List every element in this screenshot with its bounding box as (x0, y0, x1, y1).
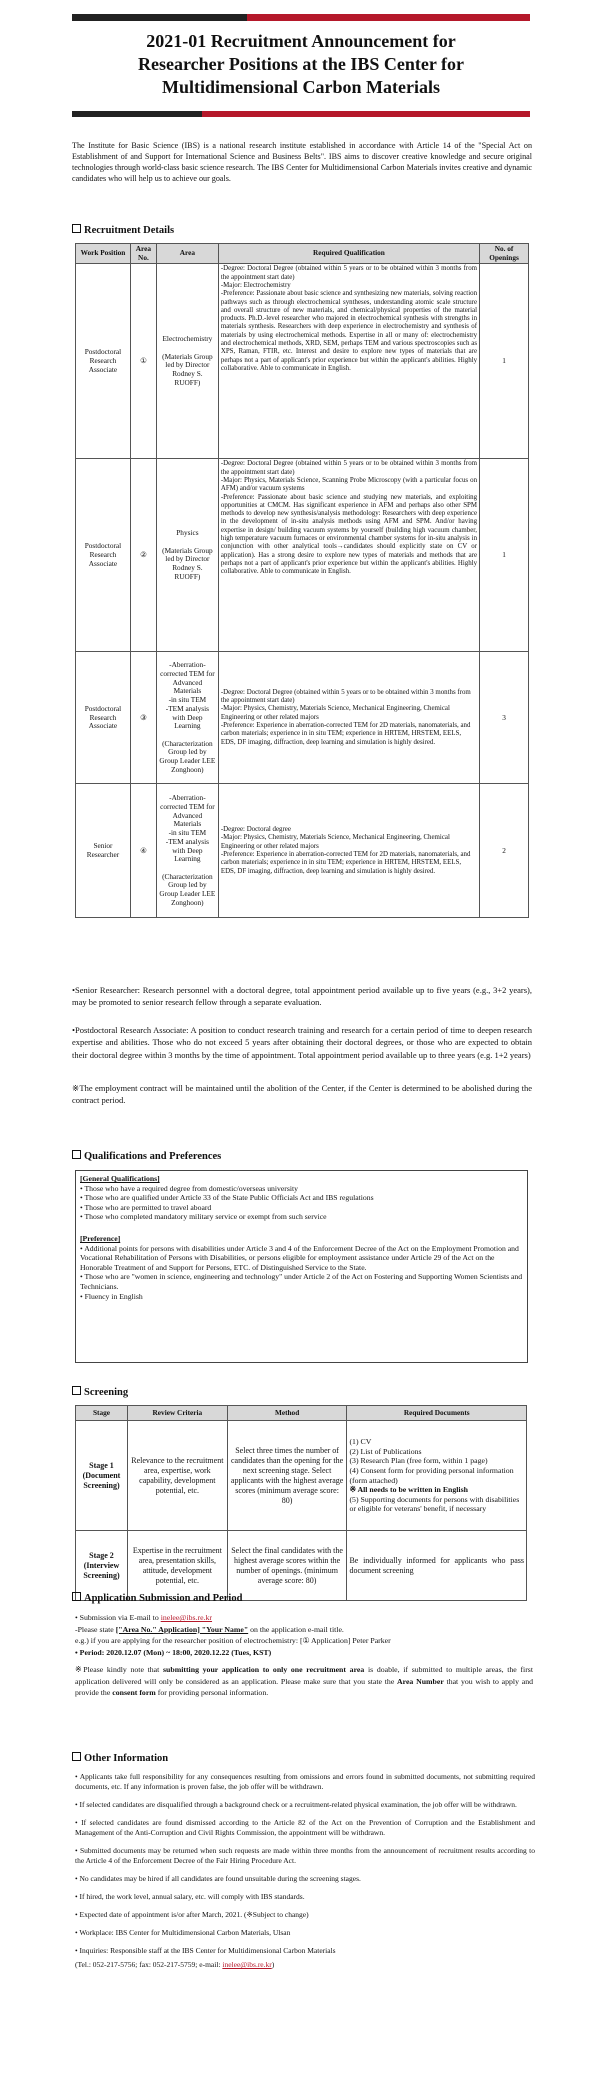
other-item: • Submitted documents may be returned when such requests are made within three months from the announcement of recruitment results according to the Article 4 of the Enforcement Decree of the Fair Hiring Procedure Act. (75, 1846, 535, 1865)
qualifications-heading: Qualifications and Preferences (72, 1150, 221, 1162)
col-header: Method (227, 1406, 347, 1421)
application-heading: Application Submission and Period (72, 1592, 242, 1604)
openings: 3 (480, 652, 529, 784)
col-header: Required Qualification (218, 244, 479, 264)
col-header: Area (156, 244, 218, 264)
stage-2-documents: Be individually informed for applicants who pass document screening (347, 1531, 527, 1601)
required-qualification: -Degree: Doctoral Degree (obtained within 5 years or to be obtained within 3 months from the appointment start date) -Major: Physics, Chemistry, Materials Science, Mechanical Engineering, Chemical Engineering or other related majors -Preference: Experience in aberration-corrected TEM for 2D materials, nanomaterials, and carbon materials; experience in in situ TEM; experience in HRTEM, HRSTEM, EELS, EDS, DF imaging, diffraction, deep learning and simulation is highly desired. (218, 652, 479, 784)
recruitment-header-row (76, 244, 529, 264)
contact-line: (Tel.: 052-217-5756; fax: 052-217-5759; e-mail: inelee@ibs.re.kr) (75, 1960, 275, 1969)
stage-1-method: Select three times the number of candidates than the opening for the next screening stage. Select applicants with the highest average scores (minimum average score: 80) (227, 1421, 347, 1531)
area-no: ④ (130, 784, 156, 918)
title-line-2: Researcher Positions at the IBS Center for (138, 54, 464, 74)
work-position: Senior Researcher (76, 784, 131, 918)
checkbox-square-icon (72, 1150, 81, 1159)
application-note: ※Please kindly note that submitting your application to only one recruitment area is doable, if submitted to multiple areas, the first application delivered will only be considered as an application. Please make sure that you state the Area Number that you wish to apply and provide the consent form for providing personal information. (75, 1665, 534, 1697)
stage-2: Stage 2 (Interview Screening) (76, 1531, 128, 1601)
required-qualification: -Degree: Doctoral Degree (obtained within 5 years or to be obtained within 3 months from the appointment start date) -Major: Electrochemistry -Preference: Passionate about basic science and synthesizing new materials, solving reaction pathways such as through electrochemical syntheses, understanding atomic scale structure and overall structure of new materials, and chemical/physical properties of the material products. Ph.D.-level researcher who majored in electrochemical synthesis with strengths in materials synthesis. Researchers with deep experience in electrochemistry and synthesis of materials by using electrochemical methods. Expertise in all or many of: electrochemistry and electrochemical methods, XRD, SEM, perhaps TEM and various spectroscopies such as XPS, Raman, FTIR, etc. Interest and desire to explore new types of materials that are perhaps not a part of applicant's prior experience but within the applicant's abilities. Highly collaborative. Able to communicate in English. (218, 264, 479, 459)
col-header: Stage (76, 1406, 128, 1421)
postdoc-note: •Postdoctoral Research Associate: A position to conduct research training and research for a certain period of time to deepen research expertise and abilities. Those who do not exceed 5 years after obtaining their doctoral degrees, or those who are expected to obtain their doctoral degree within 3 months by the time of appointment. Total appointment period available up to three years (e.g. 1+2 years) (72, 1025, 532, 1060)
preference-item: • Fluency in English (80, 1291, 143, 1301)
other-info-list (75, 1772, 535, 1978)
document-item: (4) Consent form for providing personal information (form attached) (349, 1465, 514, 1485)
checkbox-square-icon (72, 224, 81, 233)
recruitment-heading: Recruitment Details (72, 224, 174, 236)
work-position: Postdoctoral Research Associate (76, 264, 131, 459)
table-row (76, 652, 529, 784)
area-no: ① (130, 264, 156, 459)
top-accent-bar (72, 14, 530, 21)
submission-line: • Submission via E-mail to inelee@ibs.re.kr (75, 1613, 213, 1622)
table-row (76, 1531, 527, 1601)
screening-table (75, 1405, 527, 1601)
col-header: Required Documents (347, 1406, 527, 1421)
checkbox-square-icon (72, 1386, 81, 1395)
document-item: (3) Research Plan (free form, within 1 page) (349, 1456, 488, 1466)
work-position: Postdoctoral Research Associate (76, 459, 131, 652)
required-qualification: -Degree: Doctoral degree -Major: Physics, Chemistry, Materials Science, Mechanical Engineering, Chemical Engineering or other related majors -Preference: Experience in aberration-corrected TEM for 2D materials, nanomaterials, and carbon materials; experience in in situ TEM; experience in HRTEM, HRSTEM, EELS, EDS, DF imaging, diffraction, deep learning and simulation is highly desired. (218, 784, 479, 918)
general-item: • Those who completed mandatory military service or exempt from such service (80, 1212, 327, 1222)
openings: 1 (480, 459, 529, 652)
table-row (76, 784, 529, 918)
general-qualifications-title: [General Qualifications] (80, 1174, 160, 1183)
checkbox-square-icon (72, 1592, 81, 1601)
table-row (76, 264, 529, 459)
table-row (76, 1421, 527, 1531)
contract-note: ※The employment contract will be maintained until the abolition of the Center, if the Center is determined to be abolished during the contract period. (72, 1083, 532, 1106)
openings: 1 (480, 264, 529, 459)
openings: 2 (480, 784, 529, 918)
other-item: • Inquiries: Responsible staff at the IBS Center for Multidimensional Carbon Materials (75, 1946, 336, 1955)
document-item: (1) CV (349, 1437, 372, 1447)
application-section (75, 1612, 533, 1699)
col-header: Work Position (76, 244, 131, 264)
title-line-1: 2021-01 Recruitment Announcement for (146, 31, 456, 51)
screening-header-row (76, 1406, 527, 1421)
qualifications-box (75, 1170, 528, 1363)
preference-title: [Preference] (80, 1233, 121, 1243)
other-item: • If selected candidates are disqualified through a background check or a recruitment-related physical examination, the job offer will be withdrawn. (75, 1800, 517, 1809)
col-header: Area No. (130, 244, 156, 264)
required-qualification: -Degree: Doctoral Degree (obtained within 5 years or to be obtained within 3 months from the appointment start date) -Major: Physics, Materials Science, Scanning Probe Microscopy (with a particular focus on AFM) and/or vacuum systems -Preference: Passionate about basic science and studying new materials, and exploiting opportunities at CMCM. Has significant experience in AFM and perhaps also other SPM methods to develop new synthesis/analysis methodology: Researchers with deep experience in the development of in-situ analysis methods using AFM and SPM. And/or having expertise in design/ building vacuum systems by yourself (building high vacuum chamber, high temperature vacuum furnaces or environmental chamber systems for in-situ analysis in conjunction with other analytical tools→candidates should explicitly state on CV or application). Has a strong desire to explore new types of materials and methods that are perhaps not a part of applicant's prior experience but within the applicant's abilities. Highly collaborative. Able to communicate in English. (218, 459, 479, 652)
other-item: • Expected date of appointment is/or after March, 2021. (※Subject to change) (75, 1910, 309, 1919)
table-row (76, 459, 529, 652)
checkbox-square-icon (72, 1752, 81, 1761)
work-position: Postdoctoral Research Associate (76, 652, 131, 784)
page-title (72, 30, 530, 99)
document-item: (5) Supporting documents for persons with disabilities or eligible for veterans' benefit, if necessary (349, 1494, 520, 1514)
senior-researcher-note: •Senior Researcher: Research personnel with a doctoral degree, total appointment period available up to five years (e.g., 3+2 years), may be promoted to senior research fellow through a separate evaluation. (72, 985, 532, 1008)
document-item: (2) List of Publications (349, 1446, 422, 1456)
area-no: ② (130, 459, 156, 652)
preference-item: • Additional points for persons with disabilities under Article 3 and 4 of the Enforcement Decree of the Act on the Employment Promotion and Vocational Rehabilitation of Persons with Disabilities, or persons eligible for employment assistance under Article 29 of the Act on the Honorable Treatment of and Support for Persons, ETC. of Distinguished Service to the State. (80, 1243, 519, 1272)
general-item: • Those who are permitted to travel aboard (80, 1202, 212, 1212)
other-item: • No candidates may be hired if all candidates are found unsuitable during the screening stages. (75, 1874, 361, 1883)
area-no: ③ (130, 652, 156, 784)
other-item: • Workplace: IBS Center for Multidimensional Carbon Materials, Ulsan (75, 1928, 291, 1937)
area: Physics (Materials Group led by Director Rodney S. RUOFF) (156, 459, 218, 652)
preference-item: • Those who are "women in science, engineering and technology" under Article 2 of the Act on Fostering and Supporting Women Scientists and Technicians. (80, 1272, 523, 1291)
stage-1-documents (347, 1421, 527, 1531)
general-item: • Those who have a required degree from domestic/overseas university (80, 1183, 298, 1193)
contact-email-link[interactable]: inelee@ibs.re.kr (222, 1960, 272, 1969)
title-line-3: Multidimensional Carbon Materials (162, 77, 440, 97)
other-item: • Applicants take full responsibility for any consequences resulting from omissions and errors found in submitted documents, not submitting required documents, etc. If any information is proven false, the job offer will be withdrawn. (75, 1772, 535, 1791)
intro-paragraph: The Institute for Basic Science (IBS) is a national research institute established in accordance with Article 14 of the "Special Act on Establishment of and Support for International Science and Business Belts". IBS aims to discover creative knowledge and secure original technologies through world-class basic science research. The IBS Center for Multidimensional Carbon Materials invites creative and dynamic candidates who will help us to achieve our goals. (72, 141, 532, 183)
document-item: ※ All needs to be written in English (349, 1485, 468, 1495)
area: Electrochemistry (Materials Group led by Director Rodney S. RUOFF) (156, 264, 218, 459)
example-line: e.g.) if you are applying for the researcher position of electrochemistry: [① Application] Peter Parker (75, 1636, 391, 1645)
general-item: • Those who are qualified under Article 33 of the State Public Officials Act and IBS regulations (80, 1193, 374, 1203)
stage-1: Stage 1 (Document Screening) (76, 1421, 128, 1531)
col-header: No. of Openings (480, 244, 529, 264)
title-format-line: -Please state ["Area No." Application] "Your Name" on the application e-mail title. (75, 1624, 344, 1634)
col-header: Review Criteria (127, 1406, 227, 1421)
stage-1-criteria: Relevance to the recruitment area, expertise, work capability, development potential, etc. (127, 1421, 227, 1531)
other-item: • If selected candidates are found dismissed according to the Article 82 of the Act on the Prevention of Corruption and the Establishment and Management of the Anti-Corruption and Civil Rights Commission, the appointment will be withdrawn. (75, 1818, 535, 1837)
period-line: • Period: 2020.12.07 (Mon) ~ 18:00, 2020.12.22 (Tues, KST) (75, 1647, 272, 1657)
area: -Aberration-corrected TEM for Advanced Materials -in situ TEM -TEM analysis with Deep Learning (Characterization Group led by Group Leader LEE Zonghoon) (156, 784, 218, 918)
other-item: • If hired, the work level, annual salary, etc. will comply with IBS standards. (75, 1892, 305, 1901)
bottom-accent-bar (72, 111, 530, 117)
screening-heading: Screening (72, 1386, 128, 1398)
stage-2-criteria: Expertise in the recruitment area, presentation skills, attitude, development potential, etc. (127, 1531, 227, 1601)
other-info-heading: Other Information (72, 1752, 168, 1764)
stage-2-method: Select the final candidates with the highest average scores within the number of openings. (minimum average score: 80) (227, 1531, 347, 1601)
recruitment-table (75, 243, 529, 918)
area: -Aberration-corrected TEM for Advanced Materials -in situ TEM -TEM analysis with Deep Learning (Characterization Group led by Group Leader LEE Zonghoon) (156, 652, 218, 784)
application-email-link[interactable]: inelee@ibs.re.kr (160, 1613, 213, 1622)
